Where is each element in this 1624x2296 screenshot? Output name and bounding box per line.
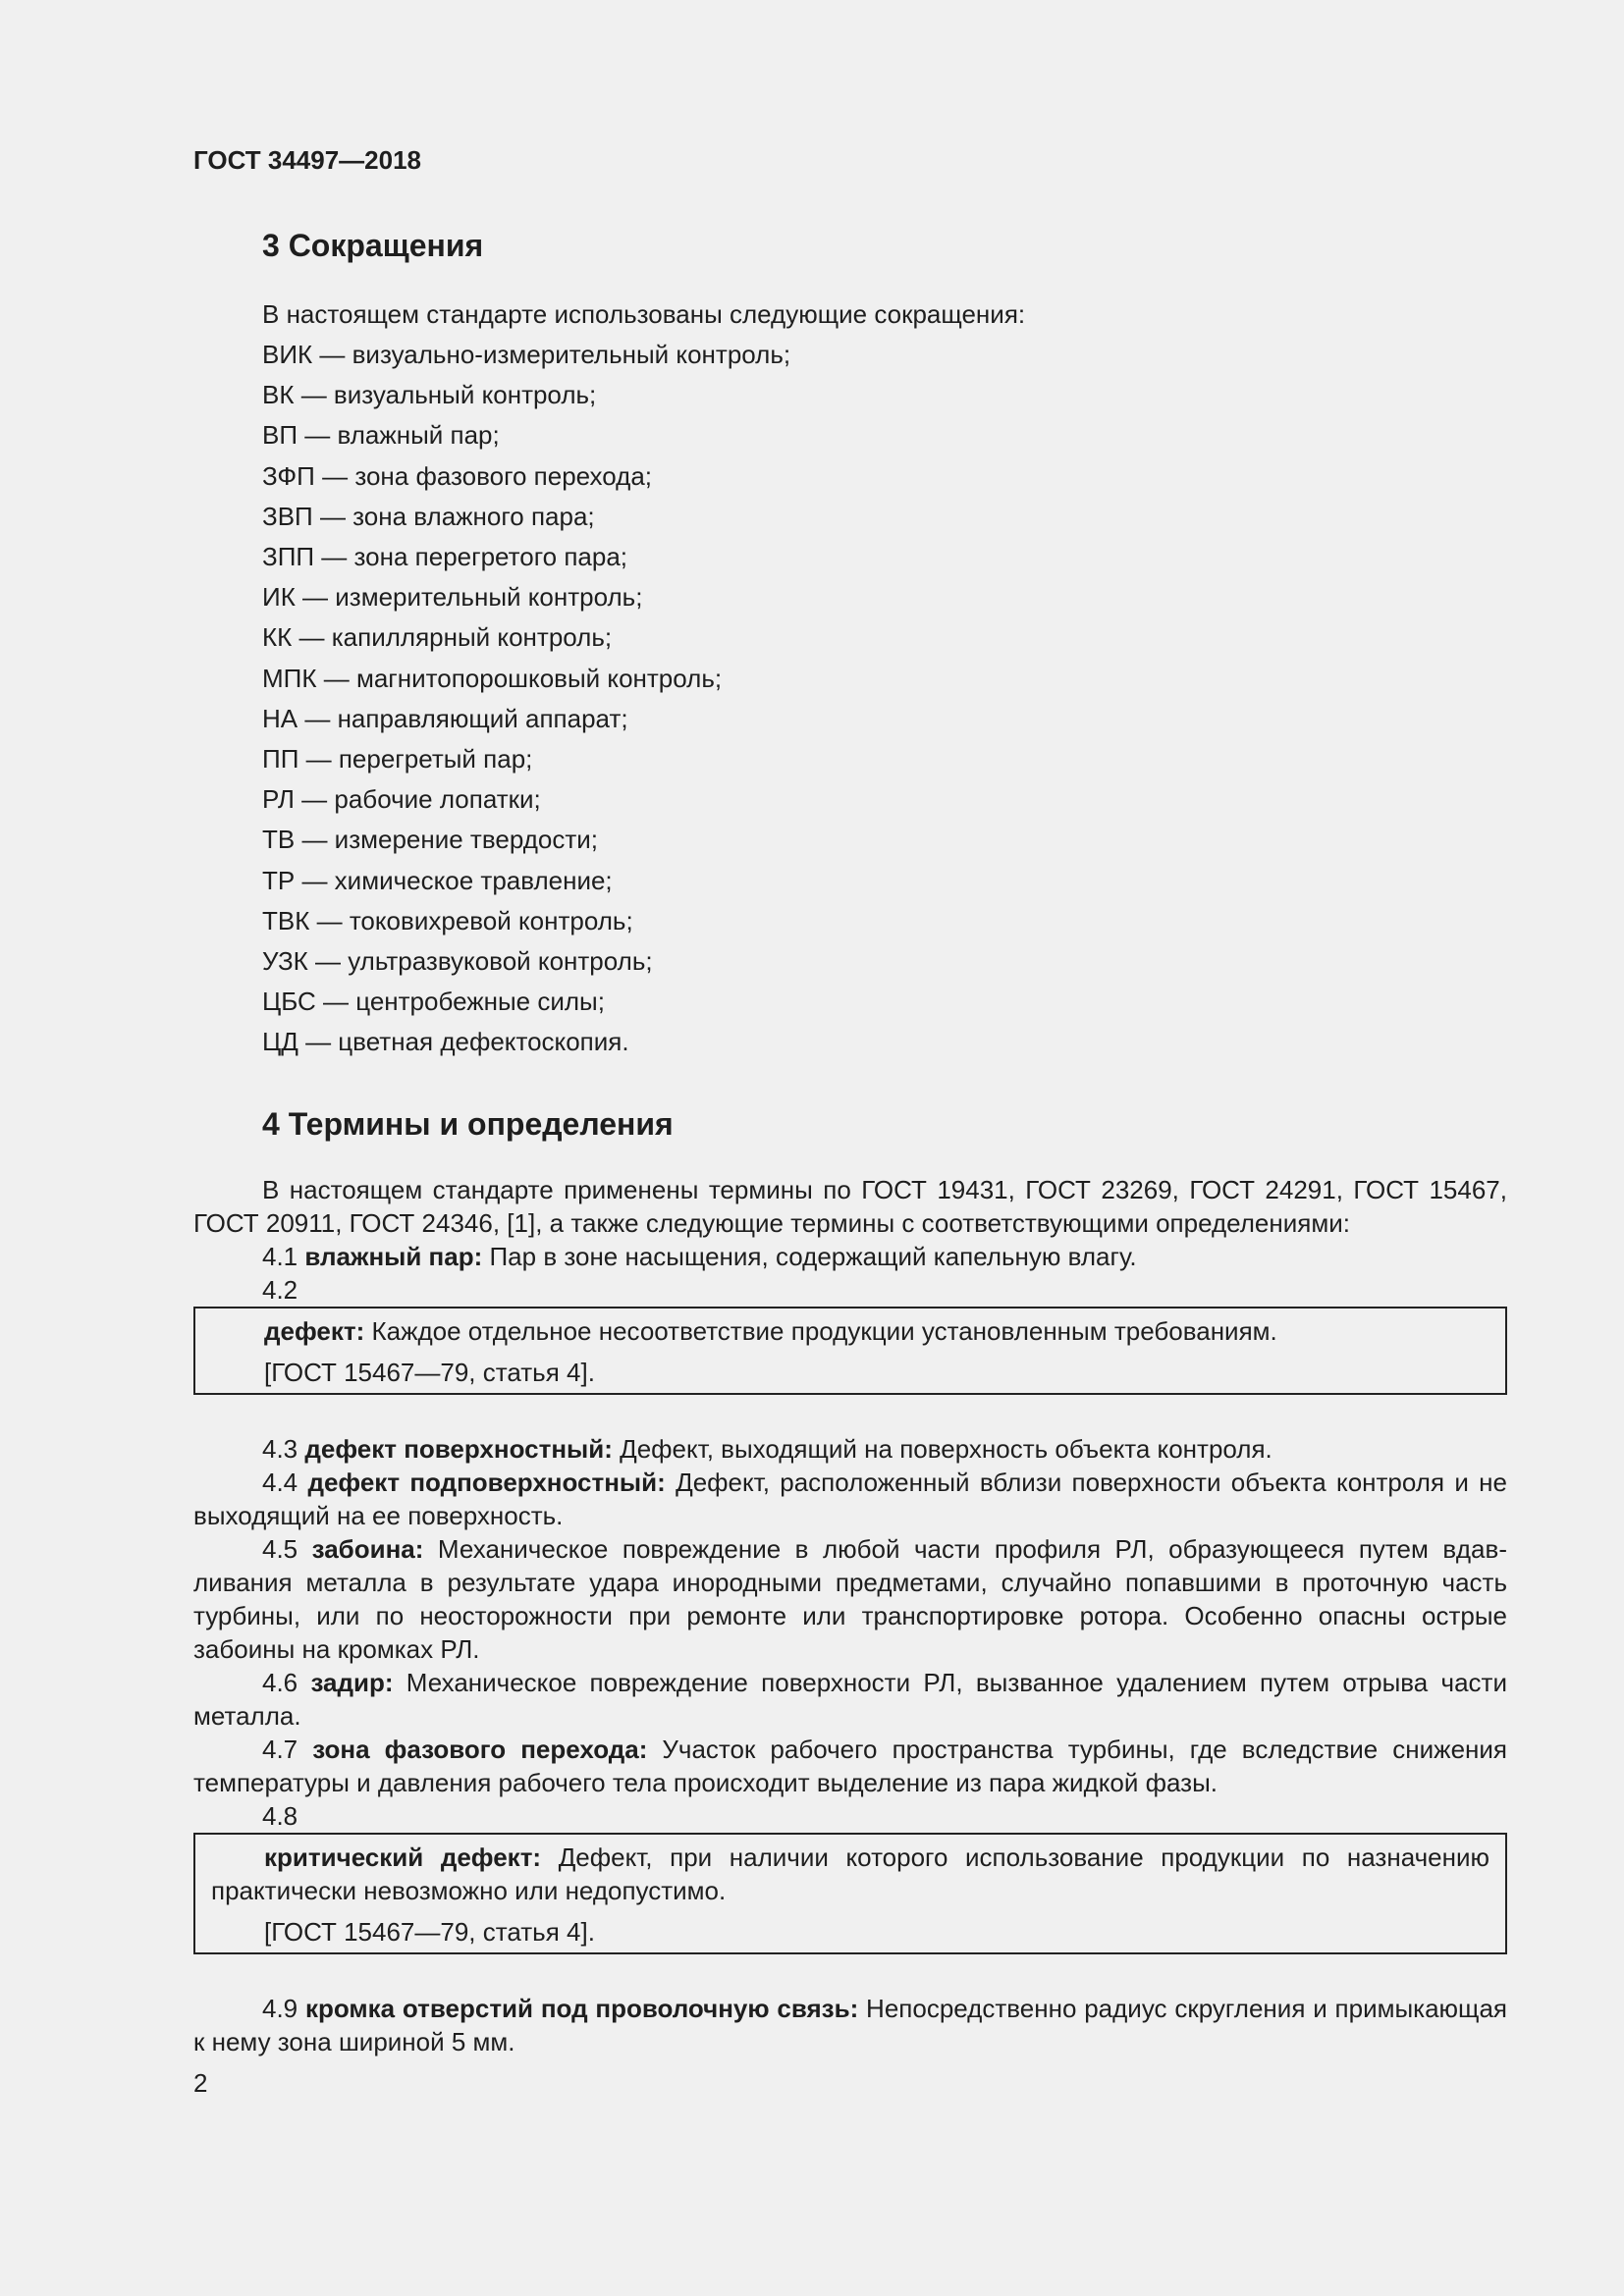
abbreviation-list [262,335,1507,1063]
abbreviation-item: ЦБС — центробежные силы; [262,987,605,1017]
term-definition: Непосредственно радиус скругления и примыкающая к нему зона шириной 5 мм. [193,1993,1507,2056]
term-number: 4.3 [262,1433,298,1464]
term-4-7 [193,1733,1507,1799]
document-header: ГОСТ 34497—2018 [193,145,421,175]
abbreviation-item: МПК — магнитопорошковый контроль; [262,663,723,693]
document-page [193,143,1507,2058]
term-number: 4.9 [262,1993,298,2023]
term-name: кромка отверстий под проволочную связь: [304,1993,859,2023]
term-4-3 [193,1432,1507,1466]
abbreviation-item: НА — направляющий аппарат; [262,703,628,733]
term-4-2-box [193,1307,1507,1395]
abbreviation-item: ПП — перегретый пар; [262,744,533,774]
term-definition: Механическое повреждение в любой части профиля РЛ, образующееся путем вдавливания металла в результате удара инородными предметами, случайно попавшими в проточную часть турбины, или по неосторожности при ремонте или транспортировке ротора. Особенно опасны острые забоины на кромках РЛ. [193,1533,1507,1664]
term-definition: Пар в зоне насыщения, содержащий капельную влагу. [482,1241,1137,1271]
term-definition: Дефект, при наличии которого использование продукции по назначению практически невозможно или недопустимо. [211,1842,1489,1905]
term-4-1 [193,1240,1507,1273]
abbreviation-item: ТР — химическое травление; [262,865,613,895]
term-number: 4.6 [262,1667,298,1697]
term-name: забоина: [311,1533,424,1564]
page-number: 2 [193,2068,208,2098]
abbreviation-item: ЗПП — зона перегретого пара; [262,542,628,572]
abbreviation-item: РЛ — рабочие лопатки; [262,784,541,815]
term-number: 4.4 [262,1467,298,1497]
term-definition: Каждое отдельное несоответствие продукции установленным требованиям. [364,1315,1277,1346]
term-name: зона фазового перехода: [312,1734,648,1764]
term-name: критический дефект: [264,1842,542,1872]
term-definition: Дефект, расположенный вблизи поверхности объекта контроля и не выходящий на ее поверхность. [193,1467,1507,1530]
term-4-9 [193,1992,1507,2058]
term-name: дефект подповерхностный: [307,1467,666,1497]
section-4-title: 4 Термины и определения [262,1105,674,1142]
term-name: влажный пар: [304,1241,483,1271]
abbreviation-item: ИК — измерительный контроль; [262,582,643,613]
term-number: 4.7 [262,1734,298,1764]
section-4-intro: В настоящем стандарте применены термины по ГОСТ 19431, ГОСТ 23269, ГОСТ 24291, ГОСТ 15467, ГОСТ 20911, ГОСТ 24346, [1], а также следующие термины с соответствующими определениями: [193,1174,1507,1238]
abbreviation-item: ЗВП — зона влажного пара; [262,501,595,531]
term-number: 4.5 [262,1533,298,1564]
term-definition: Участок рабочего пространства турбины, где вследствие снижения температуры и давления рабочего тела происходит выделение из пара жидкой фазы. [193,1734,1507,1797]
section-3-title: 3 Сокращения [262,228,484,263]
term-name: дефект поверхностный: [304,1433,613,1464]
term-number: 4.1 [262,1241,298,1271]
abbreviation-item: ТВ — измерение твердости; [262,825,598,855]
term-4-2 [211,1314,1489,1348]
term-definition: Механическое повреждение поверхности РЛ, вызванное удалением путем отрыва части металла. [193,1667,1507,1731]
term-definition: Дефект, выходящий на поверхность объекта контроля. [612,1433,1272,1464]
abbreviation-item: ТВК — токовихревой контроль; [262,905,633,935]
abbreviation-item: КК — капиллярный контроль; [262,622,613,653]
term-number-4-2: 4.2 [262,1274,298,1305]
term-4-4 [193,1466,1507,1532]
abbreviation-item: ВК — визуальный контроль; [262,380,597,410]
term-4-8-box [193,1833,1507,1954]
term-4-5 [193,1532,1507,1666]
abbreviation-item: ВП — влажный пар; [262,420,500,451]
abbreviation-item: ЦД — цветная дефектоскопия. [262,1027,629,1057]
abbreviation-item: УЗК — ультразвуковой контроль; [262,946,653,977]
term-name: задир: [310,1667,394,1697]
term-4-6 [193,1666,1507,1733]
term-source: [ГОСТ 15467—79, статья 4]. [264,1357,595,1387]
term-source: [ГОСТ 15467—79, статья 4]. [264,1916,595,1947]
section-3-intro: В настоящем стандарте использованы следующие сокращения: [262,299,1026,329]
term-4-8 [211,1841,1489,1907]
abbreviation-item: ВИК — визуально-измерительный контроль; [262,340,791,369]
term-name: дефект: [264,1315,365,1346]
term-number-4-8: 4.8 [262,1800,298,1831]
abbreviation-item: ЗФП — зона фазового перехода; [262,460,653,491]
